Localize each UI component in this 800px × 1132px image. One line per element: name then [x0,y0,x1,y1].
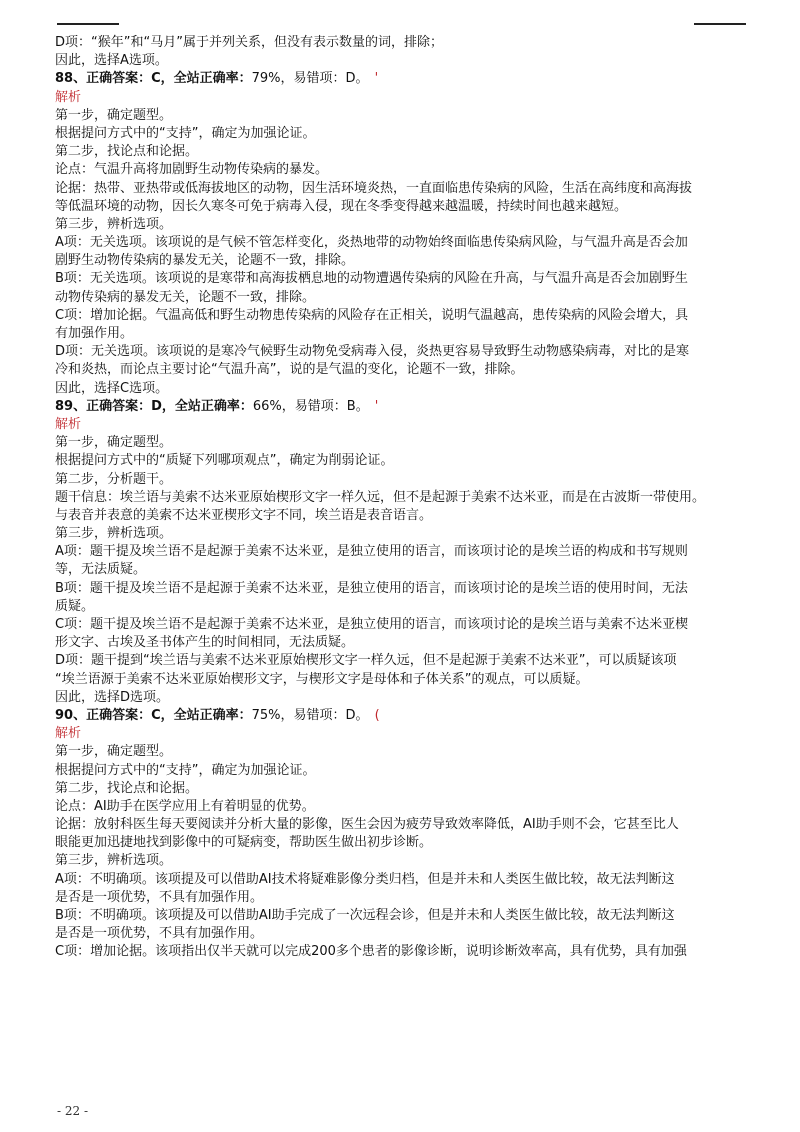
text-line: 第二步，找论点和论据。 [55,144,199,160]
analysis-label: 解析 [55,726,82,742]
text-line: 第三步，辨析选项。 [55,216,173,232]
text-line: 第一步，确定题型。 [55,744,173,760]
analysis-label: 解析 [55,89,82,105]
text-line: 因此，选择A选项。 [55,53,168,69]
answer-heading [55,398,760,416]
text-line: 根据提问方式中的“质疑下列哪项观点”，确定为削弱论证。 [55,453,394,469]
text-line: 剧野生动物传染病的暴发无关，论题不一致，排除。 [55,253,355,269]
accuracy-rate: 75% [251,707,281,723]
wrong-option: ，易错项：D。 [280,71,369,87]
text-line: B项：不明确项。该项提及可以借助AI助手完成了一次远程会诊，但是并未和人类医生做比较，故无法判断这 [55,908,675,923]
text-line: 题干信息：埃兰语与美索不达米亚原始楔形文字一样久远，但不是起源于美索不达米亚，而是在古波斯一带使用。 [55,489,706,505]
text-line: 有加强作用。 [55,326,134,341]
text-line: B项：无关选项。该项说的是寒带和高海拔栖息地的动物遭遇传染病的风险在升高，与气温升高是否会加剧野生 [55,271,688,287]
answer-label: 89、正确答案：D，全站正确率： [55,398,253,414]
accuracy-rate: 79% [251,71,281,87]
text-line: D项：“猴年”和“马月”属于并列关系，但没有表示数量的词，排除； [55,35,443,50]
text-line: 第一步，确定题型。 [55,435,173,451]
text-line: 动物传染病的暴发无关，论题不一致，排除。 [55,289,316,305]
text-line: 根据提问方式中的“支持”，确定为加强论证。 [55,125,316,141]
text-line: 是否是一项优势，不具有加强作用。 [55,926,264,942]
wrong-option: ，易错项：B。 [281,398,369,414]
answer-mark: ' [374,71,379,87]
text-line: “埃兰语源于美索不达米亚原始楔形文字，与楔形文字是母体和子体关系”的观点，可以质疑。 [55,671,589,687]
answer-heading [55,70,760,88]
text-line: 论点：AI助手在医学应用上有着明显的优势。 [55,798,315,814]
text-line: B项：题干提及埃兰语不是起源于美索不达米亚，是独立使用的语言，而该项讨论的是埃兰语的使用时间，无法 [55,580,688,596]
text-line: A项：题干提及埃兰语不是起源于美索不达米亚，是独立使用的语言，而该项讨论的是埃兰语的构成和书写规则 [55,544,688,560]
wrong-option: ，易错项：D。 [280,707,369,723]
text-line: 第一步，确定题型。 [55,107,173,123]
answer-mark: ' [374,398,379,414]
page-number: - 22 - [57,1104,89,1118]
text-line: D项：题干提到“埃兰语与美索不达米亚原始楔形文字一样久远，但不是起源于美索不达米亚”，可以质疑该项 [55,653,677,669]
text-line: 第二步，找论点和论据。 [55,780,199,796]
answer-label: 90、正确答案：C，全站正确率： [55,707,252,723]
answer-heading [55,707,760,725]
text-line: 冷和炎热，而论点主要讨论“气温升高”，说的是气温的变化，论题不一致，排除。 [55,362,524,378]
text-line: A项：不明确项。该项提及可以借助AI技术将疑难影像分类归档，但是并未和人类医生做比较，故无法判断这 [55,871,675,887]
text-line: C项：增加论据。气温高低和野生动物患传染病的风险存在正相关，说明气温越高，患传染病的风险会增大，具 [55,307,689,323]
text-line: 第三步，辨析选项。 [55,526,173,542]
text-line: D项：无关选项。该项说的是寒冷气候野生动物免受病毒入侵，炎热更容易导致野生动物感染病毒，对比的是寒 [55,344,690,360]
text-line: 论据：热带、亚热带或低海拔地区的动物，因生活环境炎热，一直面临患传染病的风险，生活在高纬度和高海拔 [55,180,693,196]
text-line: 是否是一项优势，不具有加强作用。 [55,889,264,905]
text-line: 因此，选择C选项。 [55,380,169,396]
analysis-label: 解析 [55,416,82,432]
header-rule-left [57,23,119,25]
text-line: 第三步，辨析选项。 [55,853,173,869]
text-line: 等，无法质疑。 [55,562,147,578]
text-line: 眼能更加迅捷地找到影像中的可疑病变，帮助医生做出初步诊断。 [55,835,433,851]
text-line: 与表音并表意的美索不达米亚楔形文字不同，埃兰语是表音语言。 [55,507,433,523]
header-rule-right [694,23,746,25]
text-line: 第二步，分析题干。 [55,471,173,487]
text-line: A项：无关选项。该项说的是气候不管怎样变化，炎热地带的动物始终面临患传染病风险，与气温升高是否会加 [55,235,688,251]
text-line: C项：题干提及埃兰语不是起源于美索不达米亚，是独立使用的语言，而该项讨论的是埃兰语与美索不达米亚楔 [55,617,689,632]
text-line: 等低温环境的动物，因长久寒冬可免于病毒入侵，现在冬季变得越来越温暖，持续时间也越来越短。 [55,198,628,214]
text-line: 论点：气温升高将加剧野生动物传染病的暴发。 [55,162,329,178]
answer-label: 88、正确答案：C，全站正确率： [55,71,252,87]
text-line: 论据：放射科医生每天要阅读并分析大量的影像，医生会因为疲劳导致效率降低，AI助手则不会，它甚至比人 [55,817,679,833]
text-line: 质疑。 [55,598,95,614]
text-line: 形文字、古埃及圣书体产生的时间相同，无法质疑。 [55,635,355,651]
text-line: 根据提问方式中的“支持”，确定为加强论证。 [55,762,316,778]
text-line: C项：增加论据。该项指出仅半天就可以完成200多个患者的影像诊断，说明诊断效率高，具有优势，具有加强 [55,944,687,960]
text-line: 因此，选择D选项。 [55,689,170,705]
document-body [55,34,760,962]
accuracy-rate: 66% [252,398,282,414]
answer-mark: ( [374,707,380,723]
